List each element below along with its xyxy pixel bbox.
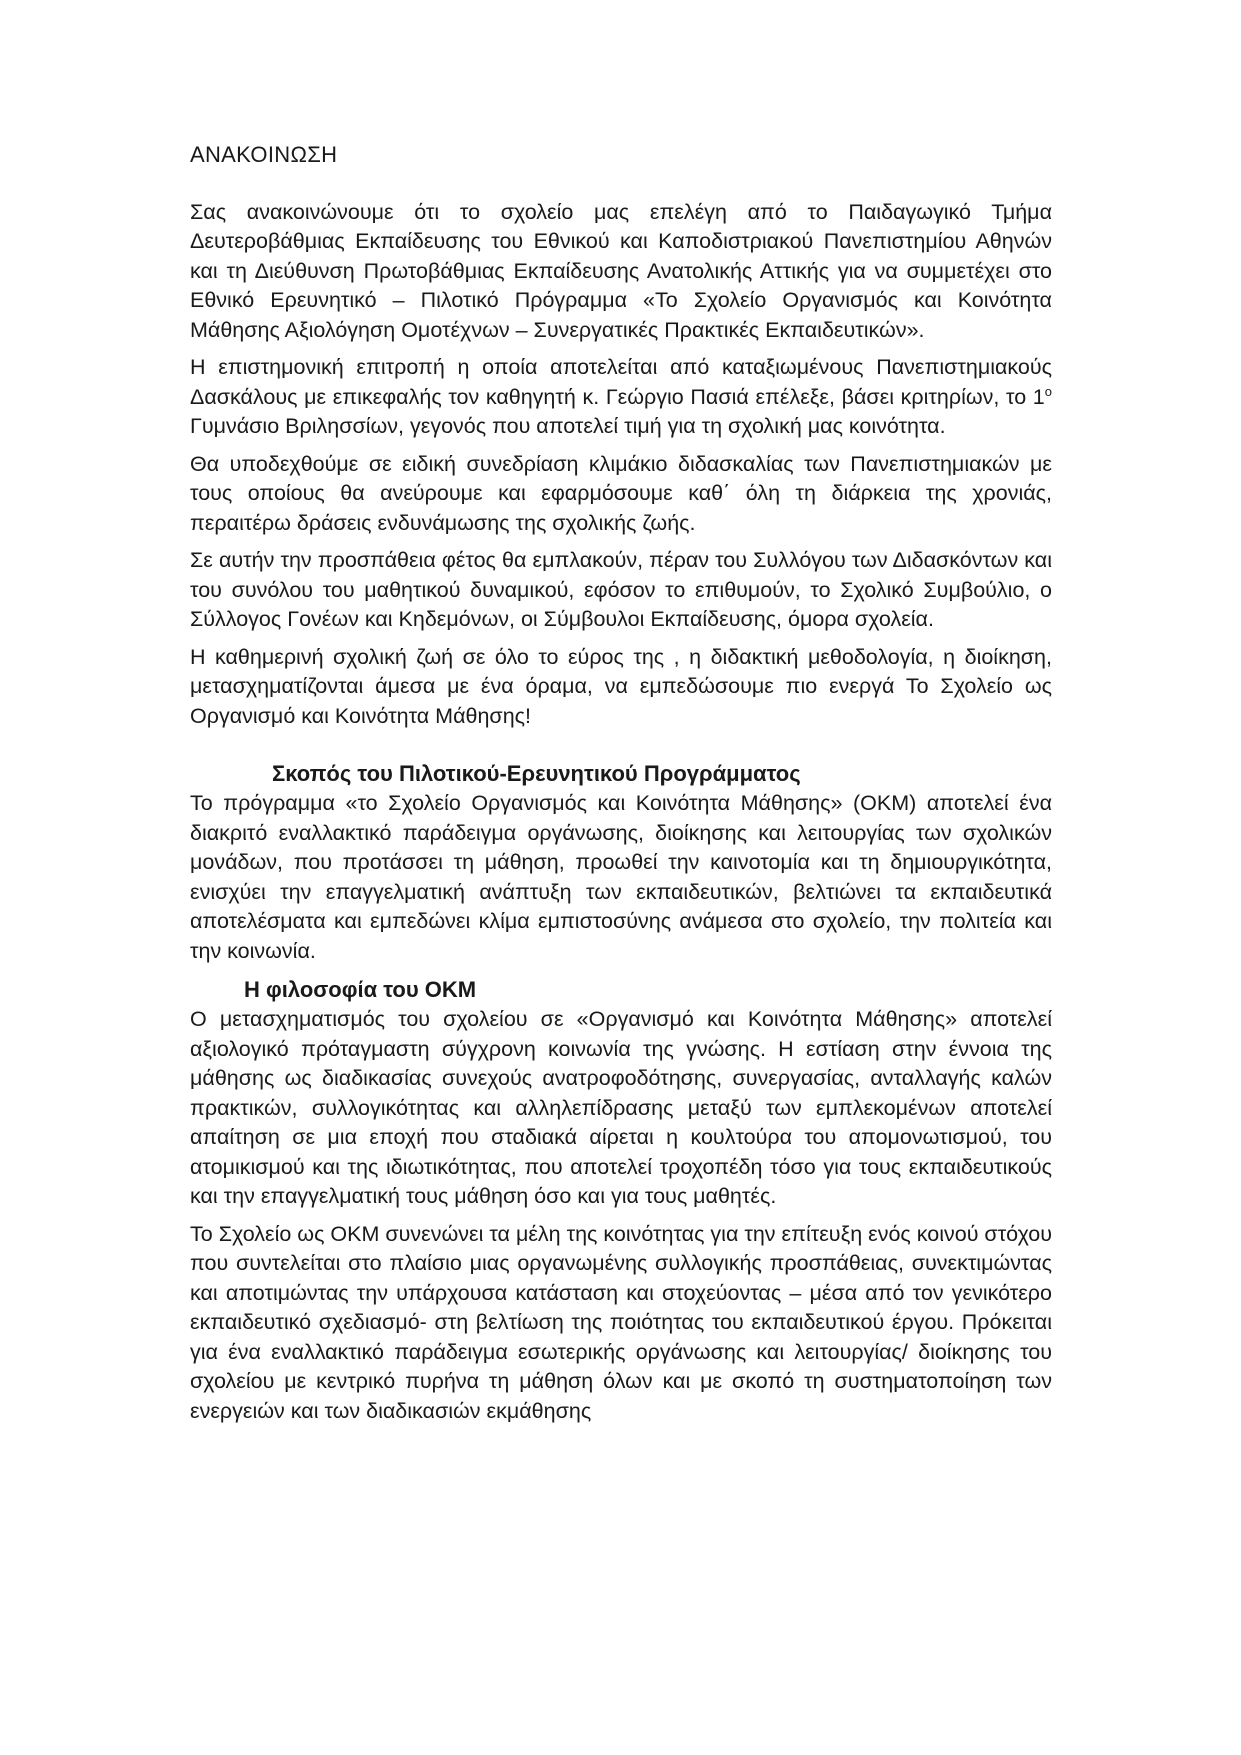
committee-text-end: Γυμνάσιο Βριλησσίων, γεγονός που αποτελεί τιμή για τη σχολική μας κοινότητα. <box>190 414 946 438</box>
purpose-section <box>190 758 1052 966</box>
ordinal-superscript: ο <box>1044 383 1052 399</box>
document-title: ΑΝΑΚΟΙΝΩΣΗ <box>190 142 338 167</box>
okm-paragraph: Το Σχολείο ως ΟΚΜ συνενώνει τα μέλη της κοινότητας για την επίτευξη ενός κοινού στόχου που συντελείται στο πλαίσιο μιας οργανωμένης συλλογικής προσπάθειας, συνεκτιμώντας και αποτιμώντας την υπάρχουσα κατάσταση και στοχεύοντας – μέσα από τον γενικότερο εκπαιδευτικό σχεδιασμό- στη βελτίωση της ποιότητας του εκπαιδευτικού έργου. Πρόκειται για ένα εναλλακτικό παράδειγμα εσωτερικής οργάνωσης και λειτουργίας/ διοίκησης του σχολείου με κεντρικό πυρήνα τη μάθηση όλων και με σκοπό τη συστηματοποίηση των ενεργειών και των διαδικασιών εκμάθησης <box>190 1221 1052 1423</box>
participants-paragraph: Σε αυτήν την προσπάθεια φέτος θα εμπλακούν, πέραν του Συλλόγου των Διδασκόντων και του συνόλου του μαθητικού δυναμικού, εφόσον το επιθυμούν, το Σχολικό Συμβούλιο, ο Σύλλογος Γονέων και Κηδεμόνων, οι Σύμβουλοι Εκπαίδευσης, όμορα σχολεία. <box>190 548 1052 631</box>
committee-text-start: Η επιστημονική επιτροπή η οποία αποτελείται από καταξιωμένους Πανεπιστημιακούς Δασκάλους με επικεφαλής τον καθηγητή κ. Γεώργιο Πασιά επέλεξε, βάσει κριτηρίων, το 1 <box>190 355 1052 409</box>
philosophy-paragraph: Ο μετασχηματισμός του σχολείου σε «Οργανισμό και Κοινότητα Μάθησης» αποτελεί αξιολογικό πρόταγμαστη σύγχρονη κοινωνία της γνώσης. Η εστίαση στην έννοια της μάθησης ως διαδικασίας συνεχούς ανατροφοδότησης, συνεργασίας, ανταλλαγής καλών πρακτικών, συλλογικότητας και αλληλεπίδρασης μεταξύ των εμπλεκομένων αποτελεί απαίτηση σε μια εποχή που σταδιακά αίρεται η κουλτούρα του απομονωτισμού, του ατομικισμού και της ιδιωτικότητας, που αποτελεί τροχοπέδη τόσο για τους εκπαιδευτικούς και την επαγγελματική τους μάθηση όσο και για τους μαθητές. <box>190 1007 1052 1208</box>
philosophy-heading: Η φιλοσοφία του ΟΚΜ <box>244 977 477 1002</box>
document-page <box>190 140 1052 1434</box>
visit-paragraph: Θα υποδεχθούμε σε ειδική συνεδρίαση κλιμάκιο διδασκαλίας των Πανεπιστημιακών με τους οποίους θα ανεύρουμε και εφαρμόσουμε καθ΄ όλη τη διάρκεια της χρονιάς, περαιτέρω δράσεις ενδυνάμωσης της σχολικής ζωής. <box>190 451 1052 535</box>
vision-paragraph: Η καθημερινή σχολική ζωή σε όλο το εύρος της , η διδακτική μεθοδολογία, η διοίκηση, μετασχηματίζονται άμεσα με ένα όραμα, να εμπεδώσουμε πιο ενεργά Το Σχολείο ως Οργανισμό και Κοινότητα Μάθησης! <box>190 644 1052 728</box>
committee-paragraph <box>190 353 1052 442</box>
purpose-heading: Σκοπός του Πιλοτικού-Ερευνητικού Προγράμματος <box>272 761 801 786</box>
purpose-paragraph: Το πρόγραμμα «το Σχολείο Οργανισμός και Κοινότητα Μάθησης» (ΟΚΜ) αποτελεί ένα διακριτό εναλλακτικό παράδειγμα οργάνωσης, διοίκησης και λειτουργίας των σχολικών μονάδων, που προτάσσει τη μάθηση, προωθεί την καινοτομία και τη δημιουργικότητα, ενισχύει την επαγγελματική ανάπτυξη των εκπαιδευτικών, βελτιώνει τα εκπαιδευτικά αποτελέσματα και εμπεδώνει κλίμα εμπιστοσύνης ανάμεσα στο σχολείο, την πολιτεία και την κοινωνία. <box>190 791 1052 963</box>
intro-paragraph: Σας ανακοινώνουμε ότι το σχολείο μας επελέγη από το Παιδαγωγικό Τμήμα Δευτεροβάθμιας Εκπαίδευσης του Εθνικού και Καποδιστριακού Πανεπιστημίου Αθηνών και τη Διεύθυνση Πρωτοβάθμιας Εκπαίδευσης Ανατολικής Αττικής για να συμμετέχει στο Εθνικό Ερευνητικό – Πιλοτικό Πρόγραμμα «Το Σχολείο Οργανισμός και Κοινότητα Μάθησης Αξιολόγηση Ομοτέχνων – Συνεργατικές Πρακτικές Εκπαιδευτικών». <box>190 199 1052 342</box>
philosophy-section <box>190 974 1052 1426</box>
